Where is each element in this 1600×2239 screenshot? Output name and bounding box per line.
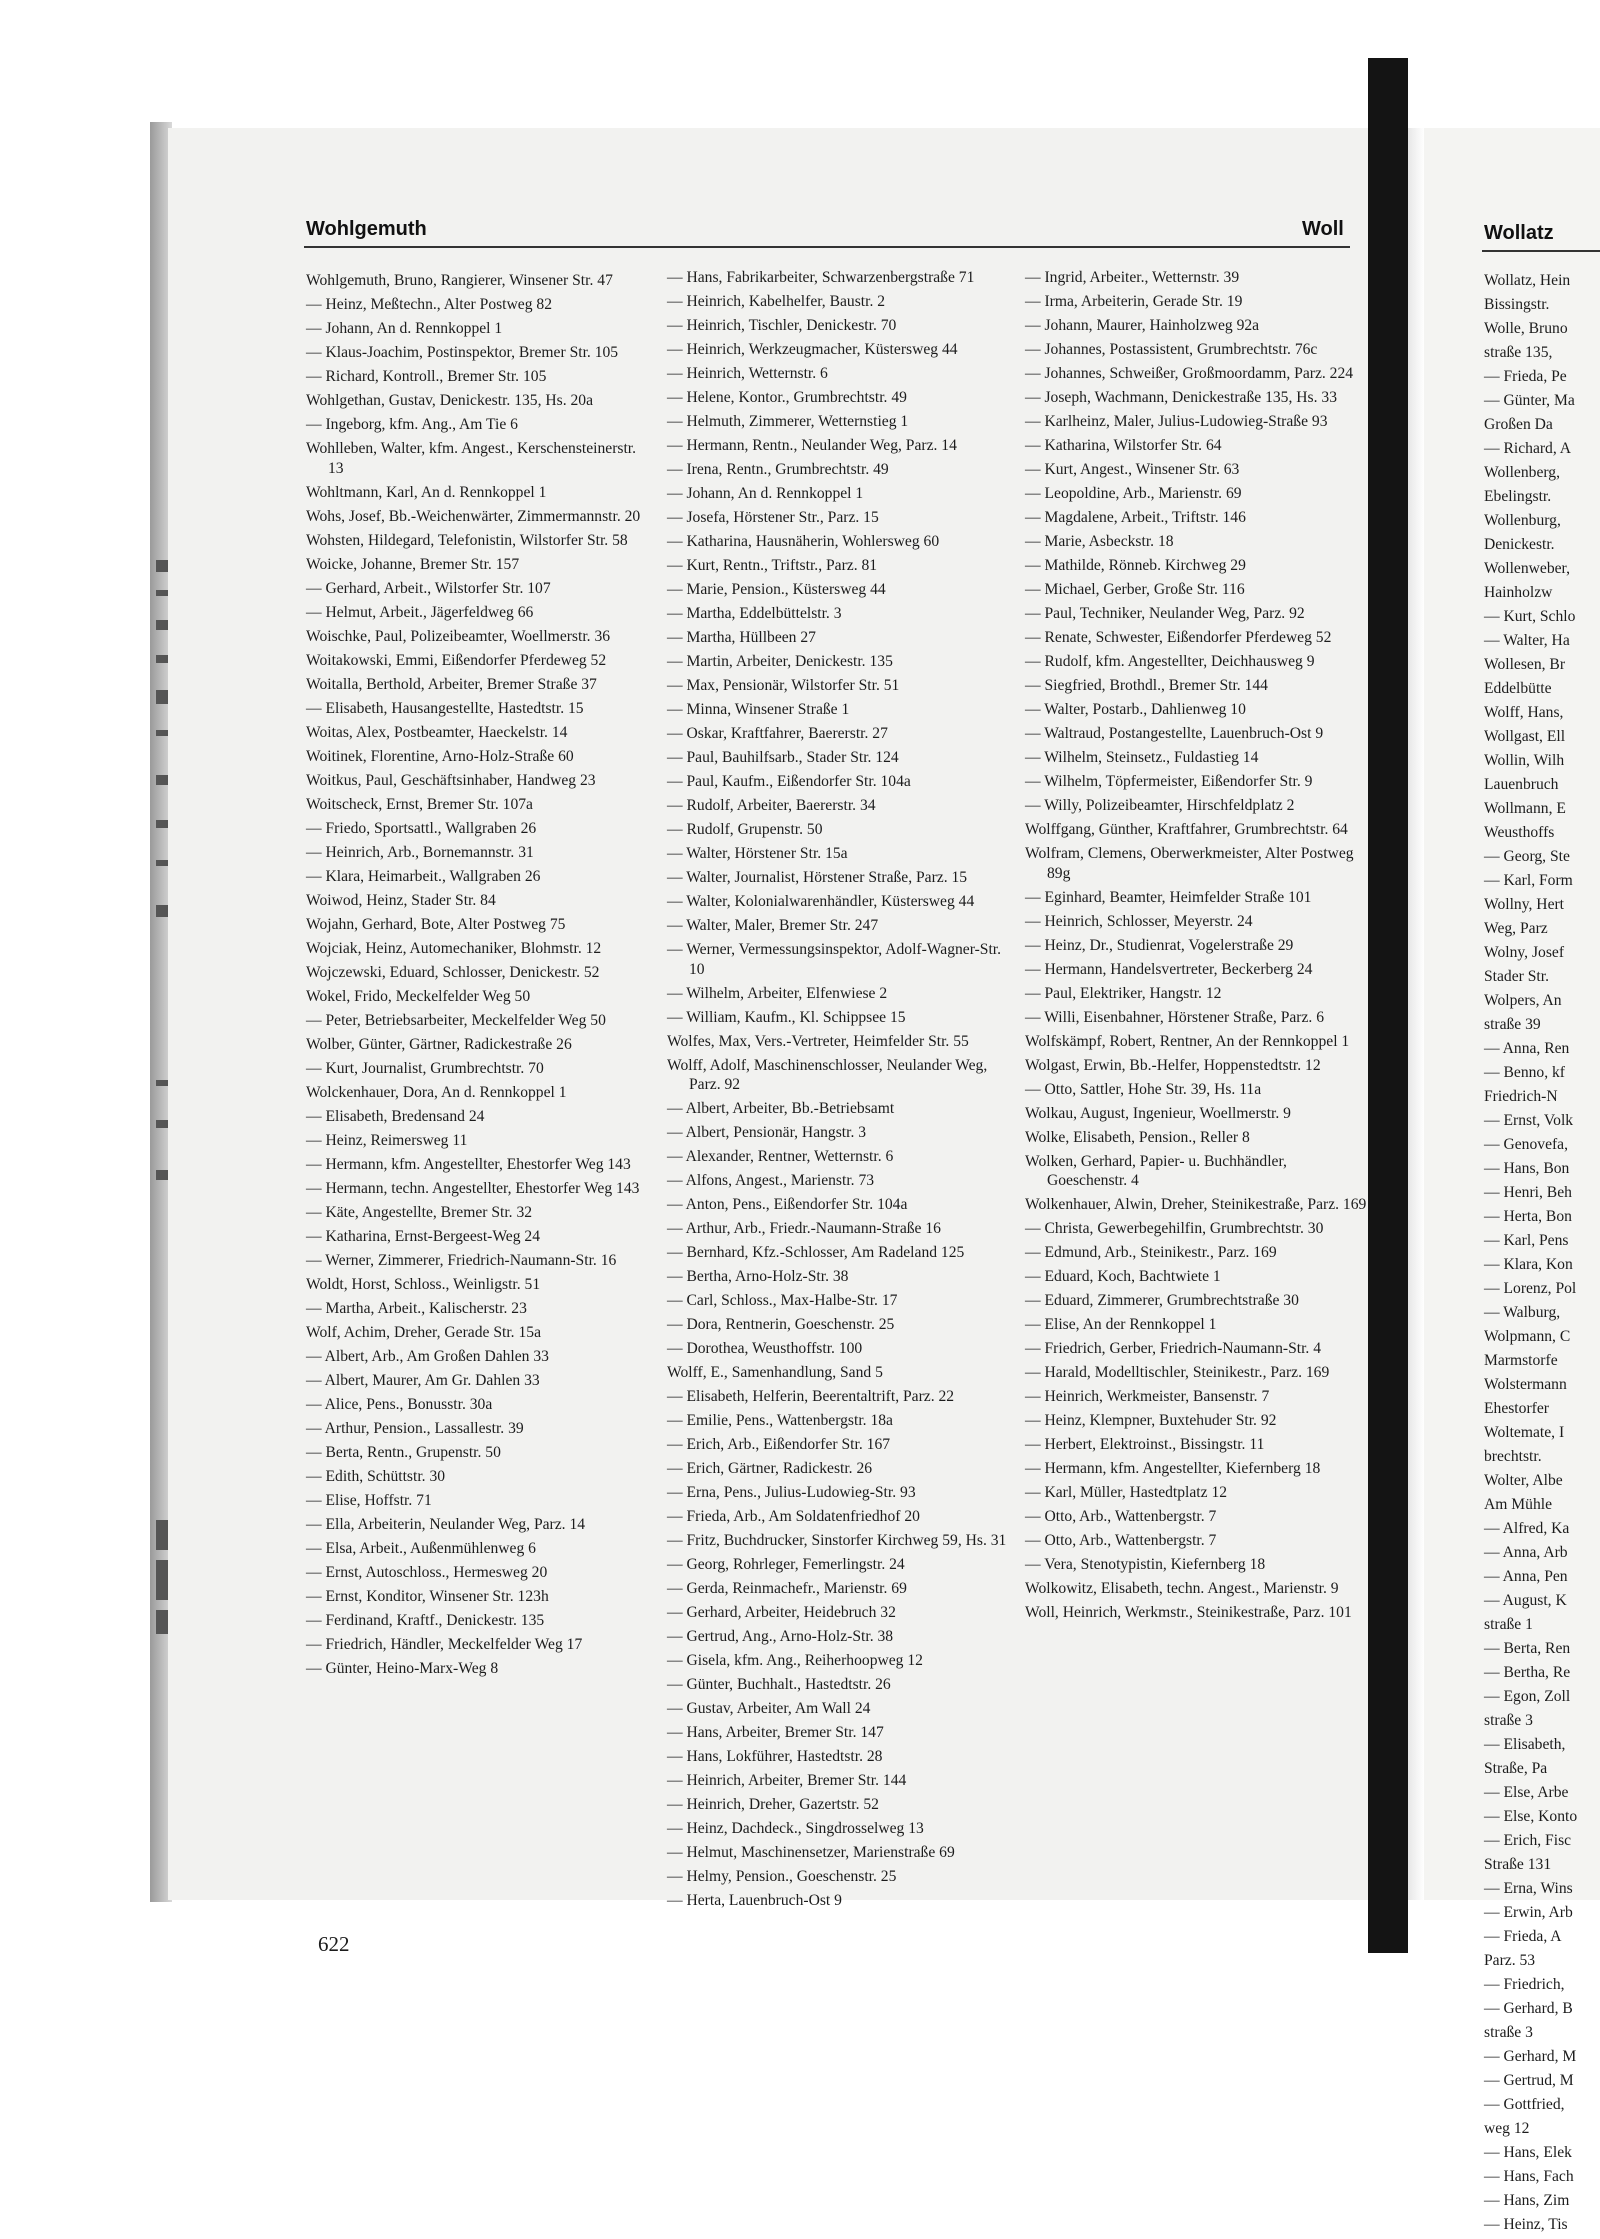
directory-entry: — Hans, Lokführer, Hastedtstr. 28 <box>667 1748 883 1765</box>
margin-mark <box>156 590 168 596</box>
directory-entry: Wohlgemuth, Bruno, Rangierer, Winsener Str. 47 <box>306 272 613 289</box>
margin-mark <box>156 1170 168 1180</box>
directory-entry: Wohs, Josef, Bb.-Weichenwärter, Zimmermannstr. 20 <box>306 507 641 525</box>
directory-entry: — Helmut, Maschinensetzer, Marienstraße 69 <box>667 1844 955 1861</box>
directory-entry: — Heinrich, Tischler, Denickestr. 70 <box>667 317 897 334</box>
directory-entry: — Oskar, Kraftfahrer, Baererstr. 27 <box>667 725 888 742</box>
directory-entry: — Katharina, Hausnäherin, Wohlersweg 60 <box>667 533 940 550</box>
directory-entry: — Katharina, Wilstorfer Str. 64 <box>1025 437 1222 454</box>
directory-entry: Wohltmann, Karl, An d. Rennkoppel 1 <box>306 483 547 501</box>
next-page-entry: Wolpers, An <box>1484 992 1562 1009</box>
next-page-entry: — Kurt, Schlo <box>1484 608 1576 625</box>
directory-entry: — Karl, Müller, Hastedtplatz 12 <box>1025 1484 1228 1501</box>
next-page-entry: Wolff, Hans, <box>1484 704 1564 721</box>
margin-mark <box>156 820 168 828</box>
directory-entry: — Walter, Journalist, Hörstener Straße, Parz. 15 <box>667 869 968 886</box>
directory-entry: — Dora, Rentnerin, Goeschenstr. 25 <box>667 1316 895 1333</box>
directory-entry: — Magdalene, Arbeit., Triftstr. 146 <box>1025 509 1246 526</box>
next-page-entry: — Anna, Arb <box>1484 1544 1568 1561</box>
directory-entry: Woitinek, Florentine, Arno-Holz-Straße 60 <box>306 747 574 765</box>
next-page-entry: Wollenburg, <box>1484 512 1561 529</box>
directory-entry: — Käte, Angestellte, Bremer Str. 32 <box>306 1203 533 1221</box>
directory-entry: Wolke, Elisabeth, Pension., Reller 8 <box>1025 1128 1250 1146</box>
directory-entry: — Helmy, Pension., Goeschenstr. 25 <box>667 1868 897 1885</box>
directory-entry: — Leopoldine, Arb., Marienstr. 69 <box>1025 485 1242 502</box>
directory-entry: — Ingrid, Arbeiter., Wetternstr. 39 <box>1025 269 1240 286</box>
running-head-left: Wohlgemuth <box>306 218 427 240</box>
directory-entry: — Gisela, kfm. Ang., Reiherhoopweg 12 <box>667 1652 923 1669</box>
next-page-entry: — Karl, Form <box>1484 872 1573 889</box>
margin-mark <box>156 690 168 704</box>
next-page-entry: Wolny, Josef <box>1484 944 1565 961</box>
margin-mark <box>156 1080 168 1086</box>
next-page-entry: brechtstr. <box>1484 1448 1542 1465</box>
directory-entry: Wohsten, Hildegard, Telefonistin, Wilstorfer Str. 58 <box>306 531 628 549</box>
next-page-entry: — Karl, Pens <box>1484 1232 1569 1249</box>
directory-entry: — Michael, Gerber, Große Str. 116 <box>1025 581 1245 598</box>
next-page-entry: Wollenweber, <box>1484 560 1571 577</box>
directory-entry: — Waltraud, Postangestellte, Lauenbruch-Ost 9 <box>1025 725 1324 742</box>
directory-entry: — Gertrud, Ang., Arno-Holz-Str. 38 <box>667 1628 894 1645</box>
directory-entry: — Mathilde, Rönneb. Kirchweg 29 <box>1025 557 1246 574</box>
directory-entry: — Heinz, Dachdeck., Singdrosselweg 13 <box>667 1820 924 1837</box>
directory-entry: — Edmund, Arb., Steinikestr., Parz. 169 <box>1025 1244 1277 1261</box>
next-page-entry: Wollmann, E <box>1484 800 1566 817</box>
directory-entry: Wokel, Frido, Meckelfelder Weg 50 <box>306 987 531 1005</box>
directory-entry: — Siegfried, Brothdl., Bremer Str. 144 <box>1025 677 1268 694</box>
directory-entry: — Werner, Zimmerer, Friedrich-Naumann-Str. 16 <box>306 1251 617 1269</box>
directory-entry: — Kurt, Angest., Winsener Str. 63 <box>1025 461 1240 478</box>
directory-entry: — Willy, Polizeibeamter, Hirschfeldplatz 2 <box>1025 797 1295 814</box>
next-page-entry: straße 135, <box>1484 344 1553 361</box>
directory-entry: — Hermann, Rentn., Neulander Weg, Parz. 14 <box>667 437 957 454</box>
directory-entry: — Bertha, Arno-Holz-Str. 38 <box>667 1268 849 1285</box>
directory-entry: Wolken, Gerhard, Papier- u. Buchhändler, Goeschenstr. 4 <box>1025 1152 1291 1189</box>
directory-entry: — Minna, Winsener Straße 1 <box>667 701 850 718</box>
directory-entry: — Harald, Modelltischler, Steinikestr., Parz. 169 <box>1025 1364 1330 1381</box>
next-page-entry: — Elisabeth, <box>1484 1736 1566 1753</box>
directory-entry: — Hermann, kfm. Angestellter, Kiefernberg 18 <box>1025 1460 1321 1477</box>
next-page-entry: straße 39 <box>1484 1016 1541 1033</box>
next-page-entry: Straße, Pa <box>1484 1760 1548 1777</box>
directory-entry: — Marie, Pension., Küstersweg 44 <box>667 581 886 598</box>
next-page-entry: — Gerhard, M <box>1484 2048 1577 2065</box>
next-page-entry: — Hans, Bon <box>1484 1160 1570 1177</box>
next-page-entry: — Hans, Elek <box>1484 2144 1572 2161</box>
directory-entry: Woitkus, Paul, Geschäftsinhaber, Handweg 23 <box>306 771 596 789</box>
directory-entry: — Alexander, Rentner, Wetternstr. 6 <box>667 1148 894 1165</box>
directory-entry: Wolgast, Erwin, Bb.-Helfer, Hoppenstedtstr. 12 <box>1025 1056 1321 1074</box>
directory-entry: Wolkau, August, Ingenieur, Woellmerstr. 9 <box>1025 1104 1291 1122</box>
directory-entry: — Albert, Pensionär, Hangstr. 3 <box>667 1124 867 1141</box>
next-page-entry: straße 3 <box>1484 1712 1533 1729</box>
directory-column-2 <box>667 268 1009 1915</box>
directory-entry: — Fritz, Buchdrucker, Sinstorfer Kirchweg 59, Hs. 31 <box>667 1532 1007 1549</box>
directory-entry: — Friedrich, Händler, Meckelfelder Weg 17 <box>306 1635 583 1653</box>
next-page-entry: — Klara, Kon <box>1484 1256 1573 1273</box>
directory-column-3 <box>1025 268 1367 1627</box>
directory-entry: — Hermann, kfm. Angestellter, Ehestorfer Weg 143 <box>306 1155 631 1173</box>
directory-entry: — Walter, Maler, Bremer Str. 247 <box>667 917 879 934</box>
directory-entry: — Helene, Kontor., Grumbrechtstr. 49 <box>667 389 907 406</box>
directory-entry: — Paul, Elektriker, Hangstr. 12 <box>1025 984 1222 1002</box>
directory-entry: — Johannes, Schweißer, Großmoordamm, Parz. 224 <box>1025 365 1354 382</box>
directory-entry: Wojahn, Gerhard, Bote, Alter Postweg 75 <box>306 915 566 933</box>
next-page-entry: — August, K <box>1484 1592 1567 1609</box>
directory-entry: — Friedrich, Gerber, Friedrich-Naumann-Str. 4 <box>1025 1340 1322 1357</box>
directory-entry: — Günter, Buchhalt., Hastedtstr. 26 <box>667 1676 891 1693</box>
next-page-entry: — Heinz, Tis <box>1484 2216 1568 2233</box>
directory-entry: — Albert, Maurer, Am Gr. Dahlen 33 <box>306 1371 540 1389</box>
directory-entry: Woitalla, Berthold, Arbeiter, Bremer Straße 37 <box>306 675 597 693</box>
margin-mark <box>156 620 168 630</box>
next-page-entry: — Bertha, Re <box>1484 1664 1571 1681</box>
directory-entry: — Ernst, Autoschloss., Hermesweg 20 <box>306 1563 548 1581</box>
next-page-entry: — Gottfried, <box>1484 2096 1565 2113</box>
next-page-entry: Weg, Parz <box>1484 920 1548 937</box>
directory-entry: — Carl, Schloss., Max-Halbe-Str. 17 <box>667 1292 898 1309</box>
directory-entry: — Rudolf, Arbeiter, Baererstr. 34 <box>667 797 876 814</box>
directory-entry: Woicke, Johanne, Bremer Str. 157 <box>306 555 520 573</box>
directory-entry: — Wilhelm, Arbeiter, Elfenwiese 2 <box>667 984 888 1002</box>
next-page-entry: — Georg, Ste <box>1484 848 1570 865</box>
directory-entry: — Elise, An der Rennkoppel 1 <box>1025 1316 1217 1333</box>
directory-column-1 <box>306 268 648 1683</box>
directory-entry: — Martha, Eddelbüttelstr. 3 <box>667 605 842 622</box>
next-page-entry: — Lorenz, Pol <box>1484 1280 1577 1297</box>
directory-entry: — Walter, Kolonialwarenhändler, Küstersweg 44 <box>667 893 975 910</box>
directory-entry: — Wilhelm, Töpfermeister, Eißendorfer Str. 9 <box>1025 773 1313 790</box>
next-page-entry: Wolstermann <box>1484 1376 1567 1393</box>
next-page-entry: — Berta, Ren <box>1484 1640 1571 1657</box>
next-page-entry: — Ernst, Volk <box>1484 1112 1574 1129</box>
next-page-entry: Wollatz, Hein <box>1484 272 1571 289</box>
directory-entry: — Max, Pensionär, Wilstorfer Str. 51 <box>667 677 900 694</box>
directory-entry: — Heinrich, Werkzeugmacher, Küstersweg 44 <box>667 341 958 358</box>
next-page-entry: Bissingstr. <box>1484 296 1550 313</box>
next-page-entry: — Gerhard, B <box>1484 2000 1573 2017</box>
directory-entry: — Joseph, Wachmann, Denickestraße 135, Hs. 33 <box>1025 389 1337 406</box>
directory-entry: — Rudolf, kfm. Angestellter, Deichhausweg 9 <box>1025 653 1315 670</box>
next-page-entry: — Günter, Ma <box>1484 392 1575 409</box>
directory-entry: — Christa, Gewerbegehilfin, Grumbrechtstr. 30 <box>1025 1220 1324 1237</box>
directory-entry: — Alfons, Angest., Marienstr. 73 <box>667 1172 875 1189</box>
next-page-entry: Wolter, Albe <box>1484 1472 1563 1489</box>
next-page-entry: — Genovefa, <box>1484 1136 1568 1153</box>
next-page-entry: — Friedrich, <box>1484 1976 1565 1993</box>
directory-entry: Woldt, Horst, Schloss., Weinligstr. 51 <box>306 1275 541 1293</box>
next-page-entry: — Henri, Beh <box>1484 1184 1572 1201</box>
directory-entry: — Ernst, Konditor, Winsener Str. 123h <box>306 1587 549 1605</box>
directory-entry: — Klara, Heimarbeit., Wallgraben 26 <box>306 867 541 885</box>
next-page-entry: Stader Str. <box>1484 968 1549 985</box>
directory-entry: — Karlheinz, Maler, Julius-Ludowieg-Straße 93 <box>1025 413 1328 430</box>
directory-entry: — Josefa, Hörstener Str., Parz. 15 <box>667 509 879 526</box>
directory-entry: — Arthur, Arb., Friedr.-Naumann-Straße 16 <box>667 1220 941 1237</box>
next-page-entry: — Walburg, <box>1484 1304 1561 1321</box>
next-page-entry: — Hans, Fach <box>1484 2168 1574 2185</box>
directory-entry: — Martha, Hüllbeen 27 <box>667 629 816 646</box>
directory-entry: — Rudolf, Grupenstr. 50 <box>667 821 823 838</box>
directory-entry: — Anton, Pens., Eißendorfer Str. 104a <box>667 1196 908 1213</box>
next-page-entry: Wolpmann, C <box>1484 1328 1571 1345</box>
directory-entry: — Heinrich, Arbeiter, Bremer Str. 144 <box>667 1772 907 1789</box>
margin-mark <box>156 655 168 663</box>
directory-entry: — Emilie, Pens., Wattenbergstr. 18a <box>667 1412 893 1429</box>
next-page-entry: Lauenbruch <box>1484 776 1559 793</box>
directory-entry: Wojciak, Heinz, Automechaniker, Blohmstr. 12 <box>306 939 602 957</box>
directory-entry: — Georg, Rohrleger, Femerlingstr. 24 <box>667 1556 905 1573</box>
directory-entry: — Heinrich, Arb., Bornemannstr. 31 <box>306 843 534 861</box>
next-page-entry: Parz. 53 <box>1484 1952 1536 1969</box>
directory-entry: — Hermann, Handelsvertreter, Beckerberg 24 <box>1025 960 1313 978</box>
next-page-entry: Wollin, Wilh <box>1484 752 1565 769</box>
directory-entry: — Gerhard, Arbeit., Wilstorfer Str. 107 <box>306 579 551 597</box>
header-rule <box>304 246 1350 248</box>
next-page-entry: straße 1 <box>1484 1616 1533 1633</box>
directory-entry: — Helmuth, Zimmerer, Wetternstieg 1 <box>667 413 909 430</box>
directory-entry: — Elisabeth, Hausangestellte, Hastedtstr. 15 <box>306 699 584 717</box>
directory-entry: — Edith, Schüttstr. 30 <box>306 1467 446 1485</box>
directory-entry: Wohlleben, Walter, kfm. Angest., Kerschensteinerstr. 13 <box>306 440 640 477</box>
directory-entry: — Albert, Arb., Am Großen Dahlen 33 <box>306 1347 549 1365</box>
directory-entry: — Johann, Maurer, Hainholzweg 92a <box>1025 317 1260 334</box>
directory-entry: Wojczewski, Eduard, Schlosser, Denickestr. 52 <box>306 963 600 981</box>
next-page-entry: — Else, Konto <box>1484 1808 1578 1825</box>
directory-entry: Wolckenhauer, Dora, An d. Rennkoppel 1 <box>306 1083 567 1101</box>
margin-mark <box>156 560 168 572</box>
next-page-entry: Weusthoffs <box>1484 824 1555 841</box>
next-page-entry: Wollgast, Ell <box>1484 728 1566 745</box>
margin-mark <box>156 1610 168 1634</box>
next-page-entry: — Frieda, A <box>1484 1928 1562 1945</box>
directory-entry: — Werner, Vermessungsinspektor, Adolf-Wagner-Str. 10 <box>667 941 1005 978</box>
directory-entry: — Richard, Kontroll., Bremer Str. 105 <box>306 368 547 385</box>
directory-entry: — Kurt, Rentn., Triftstr., Parz. 81 <box>667 557 878 574</box>
directory-entry: — Heinz, Reimersweg 11 <box>306 1131 468 1149</box>
directory-entry: — Herta, Lauenbruch-Ost 9 <box>667 1892 842 1909</box>
next-page-entry: — Egon, Zoll <box>1484 1688 1571 1705</box>
directory-entry: Wolfes, Max, Vers.-Vertreter, Heimfelder Str. 55 <box>667 1032 969 1050</box>
directory-entry: — Eduard, Zimmerer, Grumbrechtstraße 30 <box>1025 1292 1299 1309</box>
directory-entry: — Klaus-Joachim, Postinspektor, Bremer Str. 105 <box>306 344 619 361</box>
directory-entry: — Günter, Heino-Marx-Weg 8 <box>306 1659 499 1677</box>
directory-entry: — Otto, Arb., Wattenbergstr. 7 <box>1025 1532 1217 1549</box>
directory-entry: — Heinrich, Werkmeister, Bansenstr. 7 <box>1025 1388 1270 1405</box>
directory-entry: — Walter, Hörstener Str. 15a <box>667 845 848 862</box>
next-page-entry: weg 12 <box>1484 2120 1530 2137</box>
directory-entry: — Arthur, Pension., Lassallestr. 39 <box>306 1419 524 1437</box>
next-page-entry: Straße 131 <box>1484 1856 1552 1873</box>
directory-entry: — Kurt, Journalist, Grumbrechtstr. 70 <box>306 1059 544 1077</box>
next-page-entry: — Walter, Ha <box>1484 632 1570 649</box>
binding-gutter <box>1408 128 1424 1900</box>
next-page-entry: Wollenberg, <box>1484 464 1560 481</box>
next-page-entry: Eddelbütte <box>1484 680 1552 697</box>
directory-entry: — Elisabeth, Bredensand 24 <box>306 1107 485 1125</box>
margin-mark <box>156 1120 168 1128</box>
next-page-entry: Ehestorfer <box>1484 1400 1549 1417</box>
directory-entry: — Paul, Kaufm., Eißendorfer Str. 104a <box>667 773 911 790</box>
directory-entry: — Erich, Arb., Eißendorfer Str. 167 <box>667 1436 891 1453</box>
directory-entry: — Peter, Betriebsarbeiter, Meckelfelder Weg 50 <box>306 1011 606 1029</box>
directory-entry: — Erich, Gärtner, Radickestr. 26 <box>667 1460 873 1477</box>
next-page-entry: Hainholzw <box>1484 584 1553 601</box>
directory-entry: — Ingeborg, kfm. Ang., Am Tie 6 <box>306 416 518 433</box>
directory-entry: Wohlgethan, Gustav, Denickestr. 135, Hs. 20a <box>306 392 594 409</box>
next-page-entry: Großen Da <box>1484 416 1553 433</box>
directory-entry: — Paul, Techniker, Neulander Weg, Parz. 92 <box>1025 605 1305 622</box>
margin-mark <box>156 860 168 866</box>
directory-entry: — Heinrich, Dreher, Gazertstr. 52 <box>667 1796 879 1813</box>
next-page-entry: — Anna, Ren <box>1484 1040 1570 1057</box>
directory-entry: Woll, Heinrich, Werkmstr., Steinikestraße, Parz. 101 <box>1025 1604 1352 1621</box>
directory-entry: — Willi, Eisenbahner, Hörstener Straße, Parz. 6 <box>1025 1008 1324 1026</box>
next-page-entry: — Herta, Bon <box>1484 1208 1572 1225</box>
margin-mark <box>156 730 168 736</box>
directory-entry: — Gerda, Reinmachefr., Marienstr. 69 <box>667 1580 907 1597</box>
directory-entry: — Hans, Fabrikarbeiter, Schwarzenbergstraße 71 <box>667 269 975 286</box>
directory-entry: Wolffgang, Günther, Kraftfahrer, Grumbrechtstr. 64 <box>1025 821 1348 838</box>
next-page-entry: Wollesen, Br <box>1484 656 1566 673</box>
directory-entry: — Hans, Arbeiter, Bremer Str. 147 <box>667 1724 884 1741</box>
directory-entry: — Hermann, techn. Angestellter, Ehestorfer Weg 143 <box>306 1179 640 1197</box>
next-page-entry: — Hans, Zim <box>1484 2192 1570 2209</box>
margin-mark <box>156 1560 168 1600</box>
next-page-entry: Wolle, Bruno <box>1484 320 1568 337</box>
next-page-entry: — Erwin, Arb <box>1484 1904 1573 1921</box>
directory-entry: Wolfskämpf, Robert, Rentner, An der Rennkoppel 1 <box>1025 1032 1350 1050</box>
directory-entry: Woitas, Alex, Postbeamter, Haeckelstr. 14 <box>306 723 568 741</box>
directory-entry: — William, Kaufm., Kl. Schippsee 15 <box>667 1008 906 1026</box>
directory-entry: — Eginhard, Beamter, Heimfelder Straße 101 <box>1025 888 1312 906</box>
directory-entry: Wolff, Adolf, Maschinenschlosser, Neulander Weg, Parz. 92 <box>667 1056 992 1093</box>
directory-entry: — Heinz, Klempner, Buxtehuder Str. 92 <box>1025 1412 1277 1429</box>
directory-entry: Wolkowitz, Elisabeth, techn. Angest., Marienstr. 9 <box>1025 1580 1339 1597</box>
directory-entry: — Wilhelm, Steinsetz., Fuldastieg 14 <box>1025 749 1259 766</box>
next-page-entry: Woltemate, I <box>1484 1424 1565 1441</box>
margin-mark <box>156 905 168 917</box>
directory-entry: — Irena, Rentn., Grumbrechtstr. 49 <box>667 461 889 478</box>
next-page-entry: Denickestr. <box>1484 536 1555 553</box>
directory-entry: Wolff, E., Samenhandlung, Sand 5 <box>667 1364 883 1381</box>
next-page-entry: Marmstorfe <box>1484 1352 1558 1369</box>
directory-entry: — Alice, Pens., Bonusstr. 30a <box>306 1395 493 1413</box>
directory-entry: Woiwod, Heinz, Stader Str. 84 <box>306 891 496 909</box>
next-page-entry: straße 3 <box>1484 2024 1533 2041</box>
directory-entry: — Elise, Hoffstr. 71 <box>306 1491 432 1509</box>
directory-entry: — Martha, Arbeit., Kalischerstr. 23 <box>306 1299 527 1317</box>
directory-entry: — Ella, Arbeiterin, Neulander Weg, Parz. 14 <box>306 1515 586 1533</box>
directory-entry: — Herbert, Elektroinst., Bissingstr. 11 <box>1025 1436 1265 1453</box>
directory-entry: — Erna, Pens., Julius-Ludowieg-Str. 93 <box>667 1484 916 1501</box>
directory-entry: — Dorothea, Weusthoffstr. 100 <box>667 1340 863 1357</box>
directory-entry: — Ferdinand, Kraftf., Denickestr. 135 <box>306 1611 545 1629</box>
next-page-entry: Am Mühle <box>1484 1496 1553 1513</box>
directory-entry: Wolfram, Clemens, Oberwerkmeister, Alter Postweg 89g <box>1025 845 1358 882</box>
next-page-entry: — Benno, kf <box>1484 1064 1565 1081</box>
directory-entry: — Heinrich, Wetternstr. 6 <box>667 365 828 382</box>
directory-entry: — Berta, Rentn., Grupenstr. 50 <box>306 1443 501 1461</box>
directory-entry: — Gerhard, Arbeiter, Heidebruch 32 <box>667 1604 896 1621</box>
directory-entry: — Walter, Postarb., Dahlienweg 10 <box>1025 701 1246 718</box>
directory-entry: — Frieda, Arb., Am Soldatenfriedhof 20 <box>667 1508 920 1525</box>
margin-mark <box>156 775 168 785</box>
directory-entry: — Bernhard, Kfz.-Schlosser, Am Radeland 125 <box>667 1244 965 1261</box>
next-page-entry: — Erich, Fisc <box>1484 1832 1572 1849</box>
directory-entry: — Martin, Arbeiter, Denickestr. 135 <box>667 653 893 670</box>
directory-entry: — Katharina, Ernst-Bergeest-Weg 24 <box>306 1227 541 1245</box>
directory-entry: — Elsa, Arbeit., Außenmühlenweg 6 <box>306 1539 536 1557</box>
next-page-entry: Friedrich-N <box>1484 1088 1558 1105</box>
next-page-entry: Ebelingstr. <box>1484 488 1552 505</box>
next-page-entry: — Gertrud, M <box>1484 2072 1574 2089</box>
next-page-entry: — Frieda, Pe <box>1484 368 1567 385</box>
running-head-next-page: Wollatz <box>1484 222 1554 244</box>
directory-entry: — Marie, Asbeckstr. 18 <box>1025 533 1174 550</box>
directory-entry: — Johannes, Postassistent, Grumbrechtstr. 76c <box>1025 341 1318 358</box>
margin-mark <box>156 1520 168 1550</box>
directory-entry: — Vera, Stenotypistin, Kiefernberg 18 <box>1025 1556 1266 1573</box>
directory-entry: Wolkenhauer, Alwin, Dreher, Steinikestraße, Parz. 169 <box>1025 1196 1367 1213</box>
next-page-entry: — Alfred, Ka <box>1484 1520 1570 1537</box>
running-head-right: Woll <box>1302 218 1344 240</box>
directory-entry: — Johann, An d. Rennkoppel 1 <box>667 485 864 502</box>
directory-entry: — Helmut, Arbeit., Jägerfeldweg 66 <box>306 603 534 621</box>
book-binding-strip <box>1368 58 1408 1953</box>
directory-entry: — Elisabeth, Helferin, Beerentaltrift, Parz. 22 <box>667 1388 955 1405</box>
directory-entry: Wolber, Günter, Gärtner, Radickestraße 26 <box>306 1035 572 1053</box>
directory-entry: — Paul, Bauhilfsarb., Stader Str. 124 <box>667 749 899 766</box>
directory-entry: — Gustav, Arbeiter, Am Wall 24 <box>667 1700 871 1717</box>
directory-entry: — Otto, Sattler, Hohe Str. 39, Hs. 11a <box>1025 1080 1262 1098</box>
directory-entry: — Otto, Arb., Wattenbergstr. 7 <box>1025 1508 1217 1525</box>
directory-entry: Woitakowski, Emmi, Eißendorfer Pferdeweg 52 <box>306 651 607 669</box>
directory-entry: — Eduard, Koch, Bachtwiete 1 <box>1025 1268 1221 1285</box>
page-number: 622 <box>318 1932 350 1956</box>
directory-entry: — Heinz, Meßtechn., Alter Postweg 82 <box>306 296 552 313</box>
next-page-entry: — Erna, Wins <box>1484 1880 1573 1897</box>
directory-entry: — Johann, An d. Rennkoppel 1 <box>306 320 503 337</box>
directory-entry: Wolf, Achim, Dreher, Gerade Str. 15a <box>306 1323 541 1341</box>
directory-entry: Woitscheck, Ernst, Bremer Str. 107a <box>306 795 533 813</box>
directory-entry: Woischke, Paul, Polizeibeamter, Woellmerstr. 36 <box>306 627 611 645</box>
directory-entry: — Heinrich, Kabelhelfer, Baustr. 2 <box>667 293 886 310</box>
directory-entry: — Heinrich, Schlosser, Meyerstr. 24 <box>1025 912 1253 930</box>
next-page-entry: — Anna, Pen <box>1484 1568 1568 1585</box>
next-page-column <box>1484 268 1600 2239</box>
next-page-header-rule <box>1482 250 1600 252</box>
directory-entry: — Irma, Arbeiterin, Gerade Str. 19 <box>1025 293 1243 310</box>
directory-entry: — Friedo, Sportsattl., Wallgraben 26 <box>306 819 537 837</box>
next-page-entry: Wollny, Hert <box>1484 896 1565 913</box>
directory-entry: — Heinz, Dr., Studienrat, Vogelerstraße 29 <box>1025 936 1294 954</box>
next-page-entry: — Else, Arbe <box>1484 1784 1569 1801</box>
directory-entry: — Renate, Schwester, Eißendorfer Pferdeweg 52 <box>1025 629 1332 646</box>
directory-entry: — Albert, Arbeiter, Bb.-Betriebsamt <box>667 1100 895 1117</box>
next-page-entry: — Richard, A <box>1484 440 1572 457</box>
